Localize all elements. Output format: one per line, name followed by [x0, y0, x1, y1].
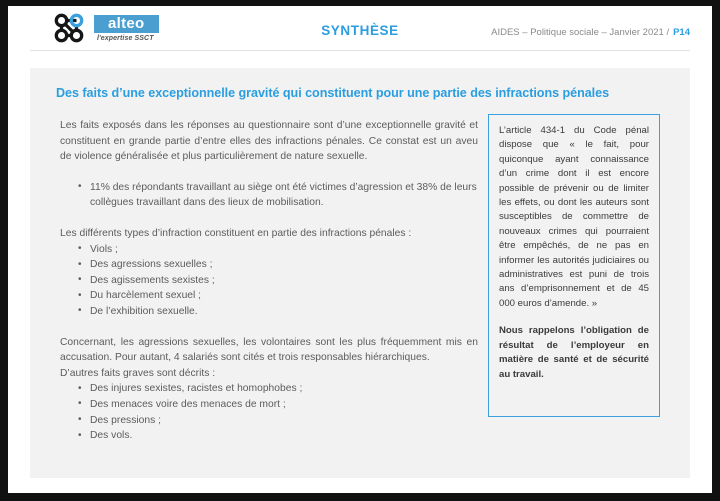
list-1-intro: Les différents types d’infraction constituent en partie des infractions pénales :: [60, 227, 412, 239]
legal-article-text: L’article 434-1 du Code pénal dispose que « le fait, pour quiconque ayant connaissance d’un crime dont il est encore possible de prévenir ou de limiter les effets, ou dont les auteurs sont susceptibles de commettre de nouveaux crimes qui pourraient être empêchés, de ne pas en informer les autorités judiciaires ou administratives est puni de trois ans d’emprisonnement et de 45 000 euros d’amende. »: [499, 125, 649, 309]
body-text-column: [60, 118, 478, 444]
other-facts-list: [60, 381, 478, 443]
list-item: • Du harcèlement sexuel ;: [78, 288, 478, 304]
brand-name: alteo: [94, 15, 159, 33]
paragraph-intro: Les faits exposés dans les réponses au questionnaire sont d’une exceptionnelle gravité et constituent en grande partie d’entre elles des infractions pénales. Ce constat est un aveu de violence généralisée et plus particulièrement de nature sexuelle.: [60, 120, 478, 163]
list-item: • Des menaces voire des menaces de mort ;: [78, 397, 478, 413]
list-item: • Des injures sexistes, racistes et homophobes ;: [78, 381, 478, 397]
list-item: • 11% des répondants travaillant au siège ont été victimes d’agression et 38% de leurs collègues travaillant dans des lieux de mobilisation.: [78, 180, 478, 211]
list-item: • Des vols.: [78, 428, 478, 444]
spacer: [60, 211, 478, 226]
list-item: • Des agressions sexuelles ;: [78, 257, 478, 273]
content-panel: [30, 68, 690, 478]
list-2-intro: D’autres faits graves sont décrits :: [60, 367, 216, 379]
brand-tagline: l'expertise SSCT: [97, 34, 154, 42]
list-item: • Des pressions ;: [78, 413, 478, 429]
page-number: P14: [673, 27, 690, 38]
list-item: • De l’exhibition sexuelle.: [78, 304, 478, 320]
infraction-list: [60, 242, 478, 320]
header-center-title: SYNTHÈSE: [321, 23, 399, 38]
spacer: [60, 320, 478, 335]
legal-closing-text: Nous rappelons l’obligation de résultat de l’employeur en matière de santé et de sécurité au travail.: [499, 325, 649, 380]
header-divider: [30, 50, 690, 51]
list-item: • Viols ;: [78, 242, 478, 258]
spacer: [60, 165, 478, 180]
header-meta-text: AIDES – Politique sociale – Janvier 2021 /: [491, 27, 670, 38]
slide-header: [8, 6, 712, 50]
header-meta: [491, 27, 690, 38]
legal-callout-box: [488, 114, 660, 417]
list-item: • Des agissements sexistes ;: [78, 273, 478, 289]
stat-bullet-list: [60, 180, 478, 211]
paragraph-accusation: Concernant, les agressions sexuelles, les volontaires sont les plus fréquemment mis en accusation. Pour autant, 4 salariés sont cités et trois responsables hiérarchiques.: [60, 336, 478, 364]
section-title: Des faits d’une exceptionnelle gravité qui constituent pour une partie des infractions pénales: [56, 86, 610, 100]
slide-page: [8, 6, 712, 493]
